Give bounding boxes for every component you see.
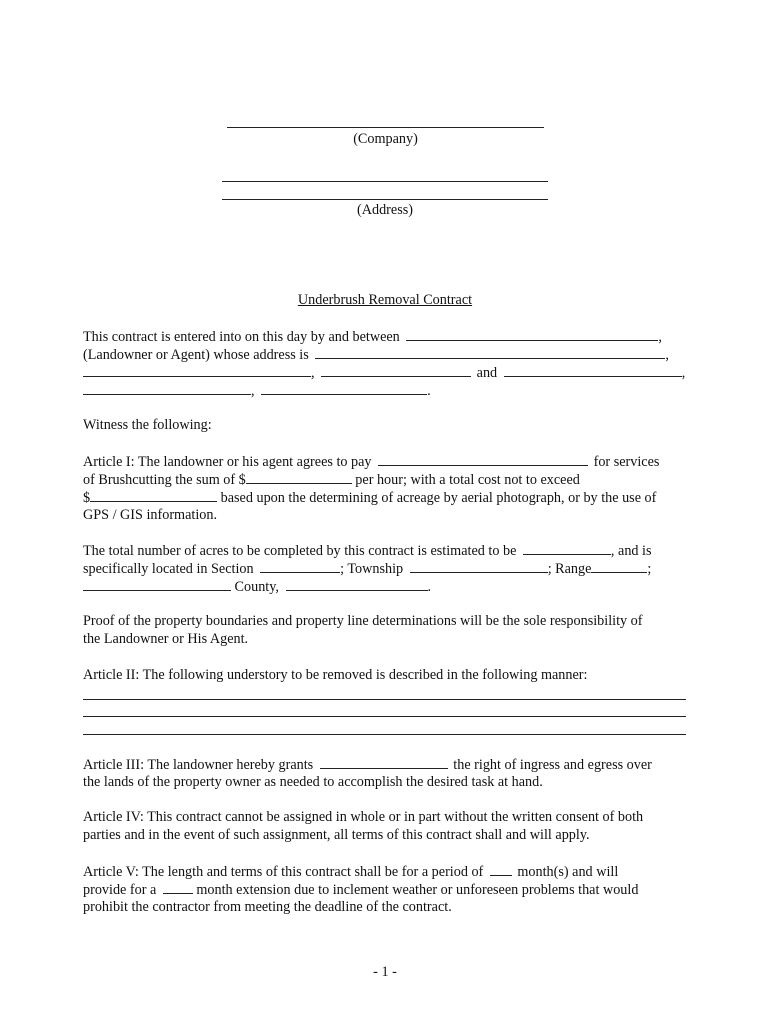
article1-text-6: based upon the determining of acreage by aerial photograph, or by the use of <box>220 490 657 506</box>
article5-line-1 <box>83 862 618 881</box>
acres-text-6: ; <box>647 561 652 577</box>
comma: , <box>251 383 255 399</box>
article3-text-2: the right of ingress and egress over <box>453 757 652 773</box>
document-title: Underbrush Removal Contract <box>297 292 473 308</box>
period: . <box>427 383 431 399</box>
page-number: - 1 - <box>373 964 397 980</box>
county-blank[interactable] <box>83 577 231 591</box>
and-text: and <box>476 365 498 381</box>
state-blank[interactable] <box>286 577 428 591</box>
acres-text-5: ; Range <box>547 561 592 577</box>
article2-text: Article II: The following understory to be removed is described in the following manner: <box>83 667 588 683</box>
intro-line-2 <box>83 345 669 364</box>
understory-line-1[interactable] <box>83 699 686 700</box>
acres-line-3 <box>83 577 431 596</box>
article1-line-2 <box>83 470 580 489</box>
acres-text-2: , and is <box>610 543 652 559</box>
acres-text-7: County, <box>234 579 279 595</box>
intro-line-4 <box>83 381 431 400</box>
article1-text-3: of Brushcutting the sum of $ <box>83 472 246 488</box>
article4-line-2: parties and in the event of such assignment, all terms of this contract shall and will apply. <box>83 827 590 843</box>
article5-line-3: prohibit the contractor from meeting the deadline of the contract. <box>83 899 452 915</box>
acres-text-1: The total number of acres to be completed by this contract is estimated to be <box>83 543 517 559</box>
intro-text-1: This contract is entered into on this day by and between <box>83 329 400 345</box>
proof-line-2: the Landowner or His Agent. <box>83 631 249 647</box>
contractor-blank[interactable] <box>504 363 682 377</box>
hourly-rate-blank[interactable] <box>246 470 352 484</box>
article1-text-1: Article I: The landowner or his agent agrees to pay <box>83 454 372 470</box>
payee-blank[interactable] <box>378 452 588 466</box>
township-blank[interactable] <box>410 559 548 573</box>
article1-line-4: GPS / GIS information. <box>83 507 217 523</box>
street-blank[interactable] <box>83 363 311 377</box>
comma: , <box>658 329 662 345</box>
intro-line-3 <box>83 363 685 382</box>
acres-text-3: specifically located in Section <box>83 561 254 577</box>
acres-line-2 <box>83 559 651 578</box>
acres-text-8: . <box>427 579 432 595</box>
article5-text-1: Article V: The length and terms of this contract shall be for a period of <box>83 864 484 880</box>
article3-text-1: Article III: The landowner hereby grants <box>83 757 314 773</box>
acres-line-1 <box>83 541 652 560</box>
landowner-name-blank[interactable] <box>406 327 658 341</box>
article5-line-2 <box>83 880 638 899</box>
intro-text-2: (Landowner or Agent) whose address is <box>83 347 309 363</box>
comma: , <box>681 365 686 381</box>
understory-line-3[interactable] <box>83 734 686 735</box>
grantee-blank[interactable] <box>320 755 448 769</box>
article5-text-4: month extension due to inclement weather or unforeseen problems that would <box>196 882 639 898</box>
total-cost-blank[interactable] <box>90 488 217 502</box>
months-blank[interactable] <box>490 862 512 876</box>
article3-line-1 <box>83 755 652 774</box>
article1-text-4: per hour; with a total cost not to exceed <box>355 472 580 488</box>
extension-months-blank[interactable] <box>163 880 193 894</box>
address-blank[interactable] <box>315 345 665 359</box>
address-label: (Address) <box>357 202 413 218</box>
article1-line-1 <box>83 452 659 471</box>
acres-text-4: ; Township <box>340 561 404 577</box>
witness-text: Witness the following: <box>83 417 212 433</box>
comma: , <box>311 365 315 381</box>
article1-text-5: $ <box>83 490 91 506</box>
article3-line-2: the lands of the property owner as needed to accomplish the desired task at hand. <box>83 774 543 790</box>
article1-line-3 <box>83 488 656 507</box>
intro-line-1 <box>83 327 662 346</box>
acres-blank[interactable] <box>523 541 611 555</box>
proof-line-1: Proof of the property boundaries and property line determinations will be the sole responsibility of <box>83 613 643 629</box>
article1-text-2: for services <box>593 454 660 470</box>
city-blank[interactable] <box>321 363 471 377</box>
range-blank[interactable] <box>591 559 647 573</box>
company-label: (Company) <box>353 131 418 147</box>
article5-text-2: month(s) and will <box>517 864 619 880</box>
company-line[interactable] <box>227 127 544 128</box>
understory-line-2[interactable] <box>83 716 686 717</box>
contractor-city-blank[interactable] <box>261 381 427 395</box>
contractor-address-blank[interactable] <box>83 381 251 395</box>
comma: , <box>665 347 669 363</box>
article5-text-3: provide for a <box>83 882 157 898</box>
section-blank[interactable] <box>260 559 340 573</box>
address-line-1[interactable] <box>222 181 548 182</box>
address-line-2[interactable] <box>222 199 548 200</box>
article4-line-1: Article IV: This contract cannot be assigned in whole or in part without the written consent of both <box>83 809 644 825</box>
